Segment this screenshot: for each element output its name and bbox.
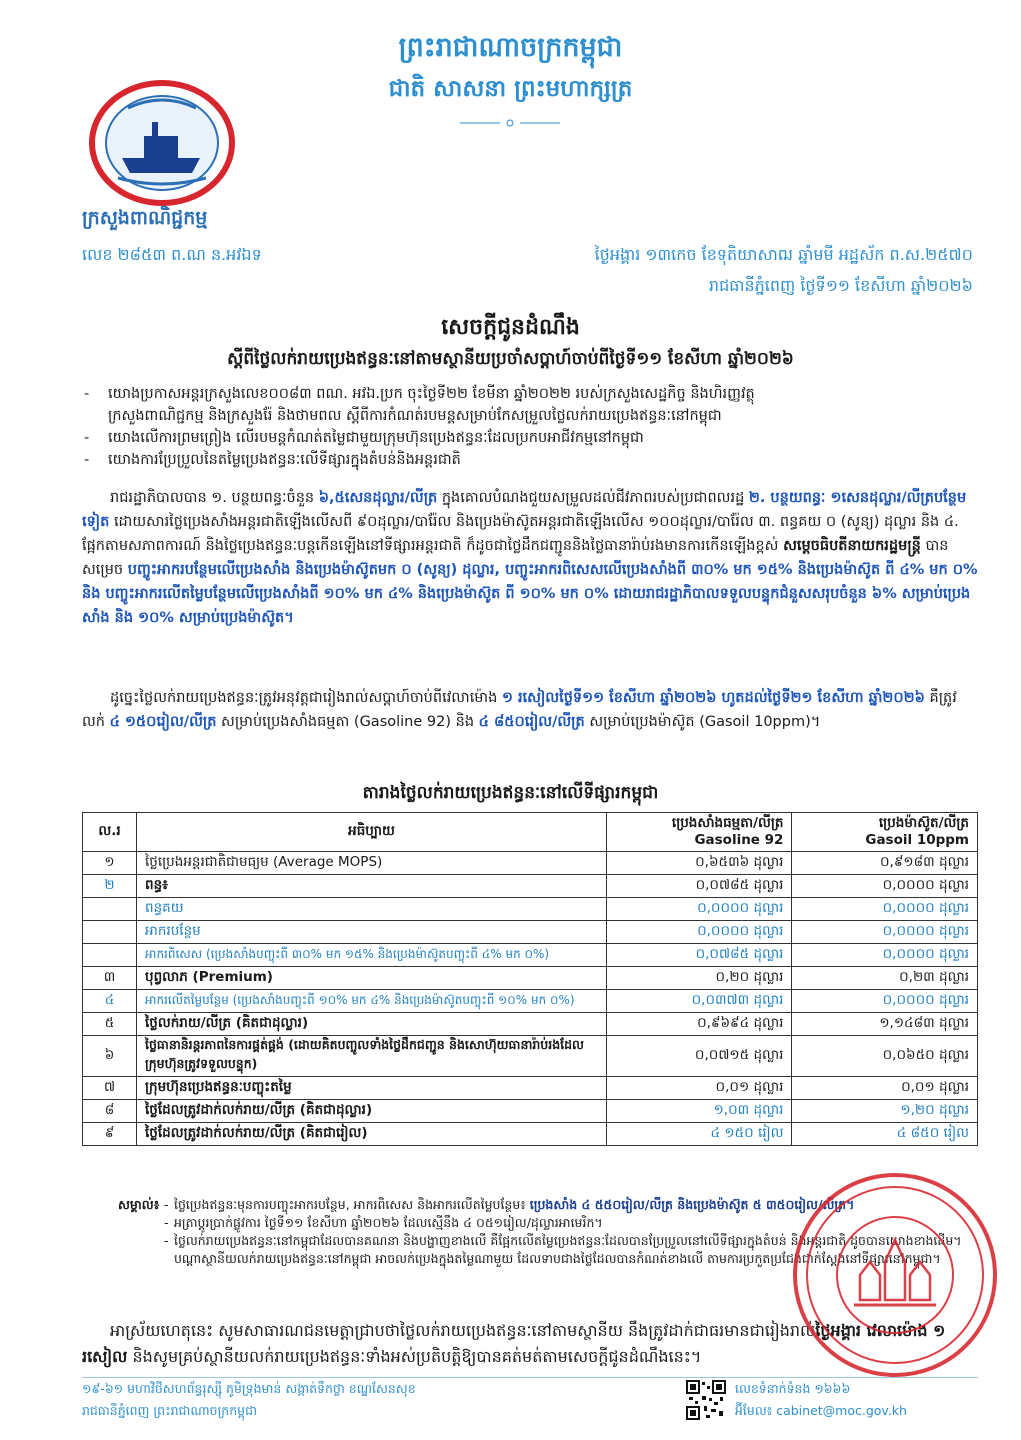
table-row	[83, 990, 978, 1013]
solar-date: រាជធានីភ្នំពេញ ថ្ងៃទី១១ ខែសីហា ឆ្នាំ២០២៦	[708, 276, 973, 295]
row-gasoline: ០,០៣៧៣ ដុល្លារ	[606, 990, 792, 1013]
row-desc: អាករលើតម្លៃបន្ថែម (ប្រេងសាំងបញ្ចុះពី ១០% មក ៤% និងប្រេងម៉ាស៊ូតបញ្ចុះពី ១០% មក ០%)	[137, 990, 607, 1013]
row-gasoline: ០,០៧១៥ ដុល្លារ	[606, 1036, 792, 1077]
table-row	[83, 944, 978, 967]
highlight: បញ្ចូះអាករបន្ថែមលើប្រេងសាំង និងប្រេងម៉ាស៊ូតមក ០ (សូន្យ) ដុល្លារ, បញ្ចូះអាករពិសេសលើប្រេងសាំងពី ៣០% មក ១៥% និងប្រេងម៉ាស៊ូត ពី ៤% មក ០% និង បញ្ចូះអាករលើតម្លៃបន្ថែមលើប្រេងសាំងពី ១០% មក ៤% និងប្រេងម៉ាស៊ូត ពី ១០% មក ០% ដោយរាជរដ្ឋាភិបាលទទួលបន្ទុកជំនួសសរុបចំនួន ៦% សម្រាប់ប្រេងសាំង និង ១០% សម្រាប់ប្រេងម៉ាស៊ូត។	[82, 562, 978, 626]
row-no: ៧	[83, 1077, 137, 1100]
row-gasoline: ០,០៧៨៥ ដុល្លារ	[606, 944, 792, 967]
text: និងសូមគ្រប់ស្ថានីយលក់រាយប្រេងឥន្ធនៈទាំងអស់ប្រតិបត្តិឱ្យបានគត់មត់តាមសេចក្តីជូនដំណឹងនេះ។	[127, 1347, 702, 1366]
row-gasoil: ០,០០០០ ដុល្លារ	[792, 921, 978, 944]
note-item: - ថ្លៃលក់រាយប្រេងឥន្ធនៈនៅកម្ពុជាដែលបានគណនា និងបង្ហាញខាងលើ គឺផ្អែកលើតម្លៃប្រេងឥន្ធនៈដែលបានប្រែប្រួលនៅលើទីផ្សារក្នុងតំបន់ និងអន្តរជាតិ ដូចបានយោងខាងដើម។ បណ្តាស្ថានីយលក់រាយប្រេងឥន្ធនៈនៅកម្ពុជា អាចលក់ប្រេងក្នុងតម្លៃណាមួយ ដែលទាបជាងថ្លៃដែលបានកំណត់ខាងលើ តាមការប្រកួតប្រជែងជាក់ស្តែងនៅទីផ្សារនៅកម្ពុជា។	[118, 1232, 988, 1268]
row-no: ៦	[83, 1036, 137, 1077]
row-gasoline: ៤ ១៥០ រៀល	[606, 1123, 792, 1146]
table-row	[83, 852, 978, 875]
row-gasoline: ០,៩៦៩៤ ដុល្លារ	[606, 1013, 792, 1036]
col-no-header: ល.រ	[83, 813, 137, 852]
row-desc: បុព្វលាភ (Premium)	[137, 967, 607, 990]
row-desc: ថ្លៃដែលត្រូវដាក់លក់រាយ/លីត្រ (គិតជាដុល្លារ)	[137, 1100, 607, 1123]
notes-label: សម្គាល់៖	[118, 1197, 160, 1212]
text: ដោយសារថ្លៃប្រេងសាំងអន្តរជាតិឡើងលើសពី ៩០ដុល្លារ/បារ៉ែល និងប្រេងម៉ាស៊ូតអន្តរជាតិឡើងលើស ១០០ដុល្លារ/បារ៉ែល ៣. ពន្ធគយ ០ (សូន្យ) ដុល្លារ និង ៤. ផ្អែកតាមសភាពការណ៍ និងថ្លៃប្រេងឥន្ធនៈបន្តកើនឡើងនៅទីផ្សារអន្តរជាតិ ក៏ដូចជាថ្លៃដឹកជញ្ជូននិងថ្លៃធានារ៉ាប់រងមានការកើនឡើងខ្ពស់	[82, 514, 959, 554]
reference-item: - យោងលើការព្រមព្រៀង លើរបមន្តកំណត់តម្លៃជាមួយក្រុមហ៊ុនប្រេងឥន្ធនៈដែលប្រកបអាជីវកម្មនៅកម្ពុជា	[82, 427, 982, 449]
row-desc: ថ្លៃប្រេងអន្តរជាតិជាមធ្យម (Average MOPS)	[137, 852, 607, 875]
row-desc: ថ្លៃដែលត្រូវដាក់លក់រាយ/លីត្រ (គិតជារៀល)	[137, 1123, 607, 1146]
ministry-name: ក្រសួងពាណិជ្ជកម្ម	[82, 207, 208, 229]
row-desc: ពន្ធគយ	[137, 898, 607, 921]
notice-title: សេចក្តីជូនដំណឹង	[441, 315, 580, 340]
footer-phone: លេខទំនាក់ទំនង ១៦៦៦	[735, 1381, 851, 1396]
lunar-date: ថ្ងៃអង្គារ ១៣កេច ខែទុតិយាសាឍ ឆ្នាំមមី អដ្ឋស័ក ព.ស.២៥៧០	[594, 245, 973, 264]
table-row	[83, 921, 978, 944]
row-gasoil: ១,២០ ដុល្លារ	[792, 1100, 978, 1123]
row-gasoil: ០,៩១៨៣ ដុល្លារ	[792, 852, 978, 875]
ornament-divider	[460, 117, 560, 129]
note-highlight: ប្រេងសាំង ៤ ៥៥០រៀល/លីត្រ និងប្រេងម៉ាស៊ូត ៥ ៣៥០រៀល/លីត្រ។	[529, 1197, 855, 1212]
price-table	[82, 812, 978, 1146]
row-gasoil: ០,០០០០ ដុល្លារ	[792, 875, 978, 898]
kingdom-title: ព្រះរាជាណាចក្រកម្ពុជា	[398, 32, 623, 63]
note-text: ថ្លៃប្រេងឥន្ធនៈមុនការបញ្ចុះអាករបន្ថែម, អាករពិសេស និងអាករលើតម្លៃបន្ថែម៖	[174, 1197, 530, 1212]
row-gasoil: ០,០៦៥០ ដុល្លារ	[792, 1036, 978, 1077]
row-gasoline: ០,០០០០ ដុល្លារ	[606, 921, 792, 944]
footer-divider	[82, 1377, 978, 1378]
col-gasoil-kh: ប្រេងម៉ាស៊ូត/លីត្រ	[878, 815, 969, 831]
table-row	[83, 1100, 978, 1123]
row-no: ៣	[83, 967, 137, 990]
official-seal-stamp	[790, 1170, 1000, 1380]
reference-item: - យោងប្រកាសអន្តរក្រសួងលេខ០០៨៣ ពណ. អវឯ.ប្រក ចុះថ្ងៃទី២២ ខែមីនា ឆ្នាំ២០២២ របស់ក្រសួងសេដ្ឋកិច្ច និងហិរញ្ញវត្ថុ	[82, 383, 982, 405]
qr-code-icon[interactable]	[686, 1380, 726, 1420]
table-row	[83, 967, 978, 990]
row-desc: ពន្ធ៖	[137, 875, 607, 898]
table-row	[83, 1013, 978, 1036]
text: គឺត្រូវលក់	[82, 690, 957, 730]
note-item: - អត្រាប្តូរប្រាក់ផ្លូវការ ថ្ងៃទី១១ ខែសីហា ឆ្នាំ២០២៦ ដែលស្មើនឹង ៤ ០៥១រៀល/ដុល្លារអាមេរិក។	[118, 1214, 988, 1232]
row-no: ៥	[83, 1013, 137, 1036]
row-no: ៤	[83, 990, 137, 1013]
col-gasoil-header	[792, 813, 978, 852]
text: សម្រាប់ប្រេងសាំងធម្មតា (Gasoline 92) និង	[216, 714, 479, 730]
highlight: ១ រសៀលថ្ងៃទី១១ ខែសីហា ឆ្នាំ២០២៦ ហូតដល់ថ្ងៃទី២១ ខែសីហា ឆ្នាំ២០២៦	[501, 690, 925, 706]
row-gasoil: ៤ ៨៥០ រៀល	[792, 1123, 978, 1146]
row-desc: ក្រុមហ៊ុនប្រេងឥន្ធនៈបញ្ចុះតម្លៃ	[137, 1077, 607, 1100]
prime-minister: សម្តេចធិបតីនាយករដ្ឋមន្ត្រី	[783, 538, 921, 554]
reference-item: - យោងការប្រែប្រួលនៃតម្លៃប្រេងឥន្ធនៈលើទីផ្សារក្នុងតំបន់និងអន្តរជាតិ	[82, 449, 982, 471]
highlight: ៤ ៨៥០រៀល/លីត្រ	[478, 714, 585, 730]
col-gasoline-header	[606, 813, 792, 852]
col-gasoline-en: Gasoline 92	[694, 832, 784, 848]
highlight: ៤ ១៥០រៀល/លីត្រ	[109, 714, 217, 730]
row-gasoline: ០,០១ ដុល្លារ	[606, 1077, 792, 1100]
text: ក្នុងគោលបំណងជួយសម្រួលដល់ជីវភាពរបស់ប្រជាពលរដ្ឋ	[437, 490, 749, 506]
col-gasoil-en: Gasoil 10ppm	[865, 832, 969, 848]
table-header-row	[83, 813, 978, 852]
text: អាស្រ័យហេតុនេះ សូមសាធារណជនមេត្តាជ្រាបថាថ្លៃលក់រាយប្រេងឥន្ធនៈនៅតាមស្ថានីយ នឹងត្រូវដាក់ជាធរមានជារៀងរាល់	[110, 1321, 816, 1340]
row-no: ៩	[83, 1123, 137, 1146]
highlight: ២. បន្ថយពន្ធៈ ១សេនដុល្លារ/លីត្របន្ថែមទៀត	[82, 490, 967, 530]
row-no: ២	[83, 875, 137, 898]
footer-email[interactable]: អ៊ីមែល៖ cabinet@moc.gov.kh	[735, 1403, 907, 1418]
highlight: ៦,៥សេនដុល្លារ/លីត្រ	[318, 490, 438, 506]
reference-number: លេខ ២៨៥៣ ព.ណ ន.អវឯទ	[82, 245, 262, 264]
national-motto: ជាតិ សាសនា ព្រះមហាក្សត្រ	[388, 76, 633, 102]
table-title: តារាងថ្លៃលក់រាយប្រេងឥន្ធនៈនៅលើទីផ្សារកម្ពុជា	[362, 783, 659, 803]
text: សម្រាប់ប្រេងម៉ាស៊ូត (Gasoil 10ppm)។	[584, 714, 821, 730]
ministry-logo	[88, 78, 236, 208]
row-gasoil: ០,០១ ដុល្លារ	[792, 1077, 978, 1100]
table-row	[83, 898, 978, 921]
text: ដូច្នេះថ្លៃលក់រាយប្រេងឥន្ធនៈត្រូវអនុវត្តជារៀងរាល់សប្តាហ៍ចាប់ពីវេលាម៉ោង	[110, 690, 502, 706]
row-desc: ថ្លៃធានានិរន្តរភាពនៃការផ្គត់ផ្គង់ (ដោយគិតបញ្ចូលទាំងថ្លៃដឹកជញ្ជូន និងសោហ៊ុយធានារ៉ាប់រងដែលក្រុមហ៊ុនត្រូវទទួលបន្ទុក)	[137, 1036, 607, 1077]
row-gasoil: ០,០០០០ ដុល្លារ	[792, 944, 978, 967]
row-gasoil: ០,០០០០ ដុល្លារ	[792, 898, 978, 921]
table-row	[83, 1036, 978, 1077]
row-gasoline: ០,៦៥៣៦ ដុល្លារ	[606, 852, 792, 875]
decision-paragraph	[82, 486, 978, 630]
notice-subtitle: ស្តីពីថ្លៃលក់រាយប្រេងឥន្ធនៈនៅតាមស្ថានីយប្រចាំសប្តាហ៍ចាប់ពីថ្ងៃទី១១ ខែសីហា ឆ្នាំ២០២៦	[227, 349, 794, 369]
row-desc: អាករពិសេស (ប្រេងសាំងបញ្ចុះពី ៣០% មក ១៥% និងប្រេងម៉ាស៊ូតបញ្ចុះពី ៤% មក ០%)	[137, 944, 607, 967]
col-desc-header: អធិប្បាយ	[137, 813, 607, 852]
table-row	[83, 1077, 978, 1100]
row-gasoline: ០,០០០០ ដុល្លារ	[606, 898, 792, 921]
col-gasoline-kh: ប្រេងសាំងធម្មតា/លីត្រ	[671, 815, 784, 831]
references-list	[82, 383, 982, 471]
row-gasoil: ០,០០០០ ដុល្លារ	[792, 990, 978, 1013]
row-desc: ថ្លៃលក់រាយ/លីត្រ (គិតជាដុល្លារ)	[137, 1013, 607, 1036]
closing-highlight: ថ្ងៃអង្គារ វេលាម៉ោង ១ រសៀល	[82, 1321, 946, 1366]
row-gasoline: ១,០៣ ដុល្លារ	[606, 1100, 792, 1123]
row-no: ១	[83, 852, 137, 875]
table-row	[83, 875, 978, 898]
row-gasoil: ១,១៤៨៣ ដុល្លារ	[792, 1013, 978, 1036]
row-no	[83, 921, 137, 944]
table-row	[83, 1123, 978, 1146]
row-no	[83, 898, 137, 921]
row-no	[83, 944, 137, 967]
price-paragraph	[82, 686, 978, 734]
row-desc: អាករបន្ថែម	[137, 921, 607, 944]
text: បានសម្រេច	[82, 538, 949, 578]
row-no: ៨	[83, 1100, 137, 1123]
footer-address-city: រាជធានីភ្នំពេញ ព្រះរាជាណាចក្រកម្ពុជា	[82, 1403, 257, 1418]
reference-item-continued: ក្រសួងពាណិជ្ជកម្ម និងក្រសួងរ៉ែ និងថាមពល ស្តីពីការកំណត់របមន្តសម្រាប់កែសម្រួលថ្លៃលក់រាយប្រេងឥន្ធនៈនៅកម្ពុជា	[108, 408, 722, 424]
row-gasoline: ០,០៧៨៥ ដុល្លារ	[606, 875, 792, 898]
row-gasoil: ០,២៣ ដុល្លារ	[792, 967, 978, 990]
footer-address: ១៩-៦១ មហាវិថីសហព័ន្ធរុស្ស៊ី ភូមិទ្រុងមាន់ សង្កាត់ទឹកថ្លា ខណ្ឌសែនសុខ	[82, 1381, 416, 1396]
text: រាជរដ្ឋាភិបាលបាន ១. បន្ថយពន្ធៈចំនួន	[110, 490, 319, 506]
row-gasoline: ០,២០ ដុល្លារ	[606, 967, 792, 990]
